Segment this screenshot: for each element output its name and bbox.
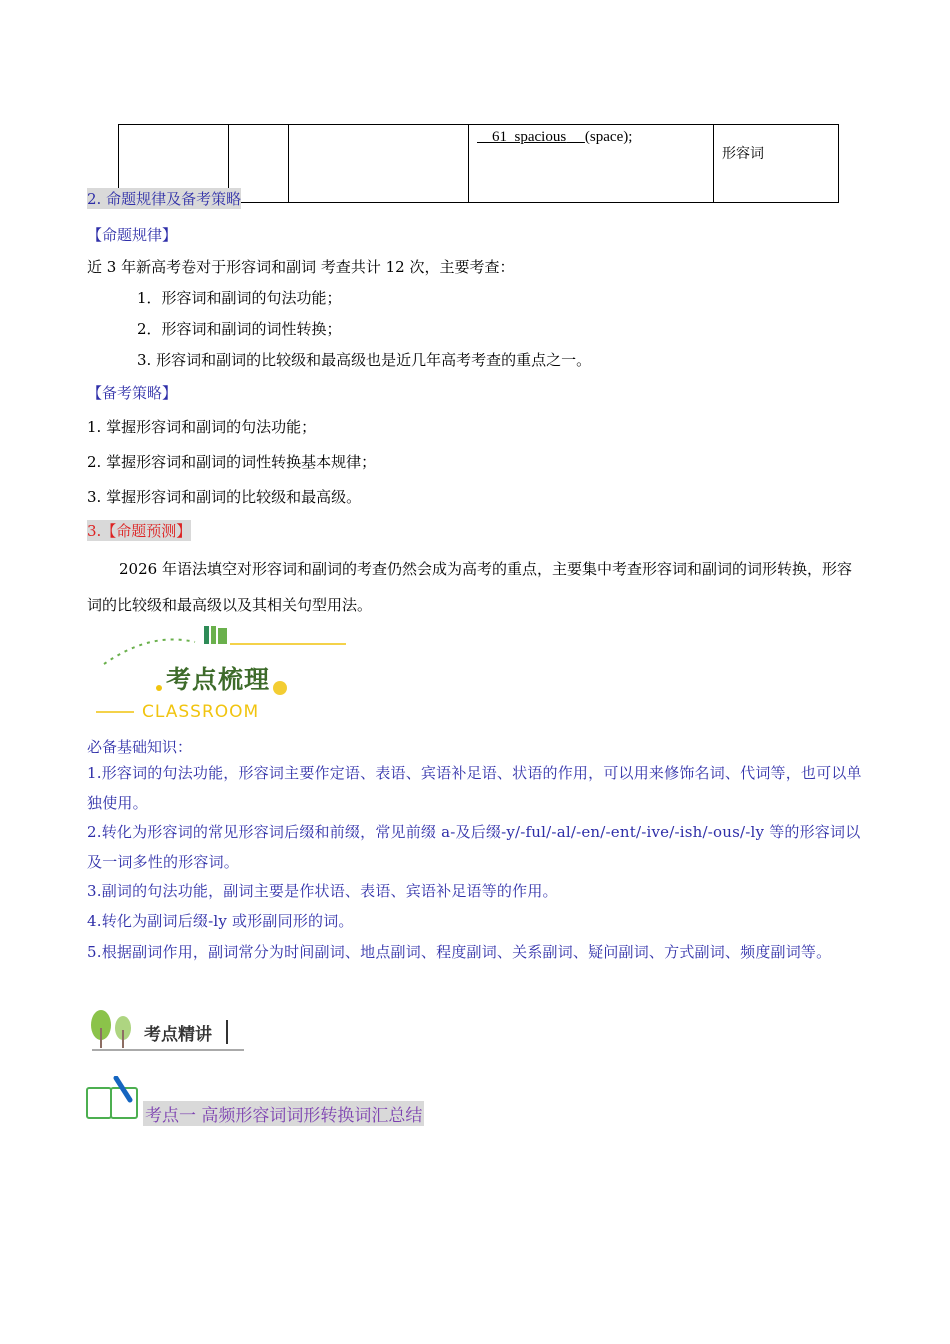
rule-intro: 近 3 年新高考卷对于形容词和副词 考查共计 12 次，主要考查： [87,258,515,276]
knowledge-item: 4.转化为副词后缀-ly 或形副同形的词。 [87,912,354,930]
prediction-paragraph: 2026 年语法填空对形容词和副词的考查仍然会成为高考的重点，主要集中考查形容词和副词的词形转换，形容词的比较级和最高级以及其相关句型用法。 [87,560,852,614]
table-cell [289,125,469,203]
pos-cell: 形容词 [714,125,839,203]
rule-item: 1．形容词和副词的句法功能； [137,289,342,307]
section-2-title: 2. 命题规律及备考策略 [87,190,242,208]
badge-title: 考点精讲 [144,1025,212,1045]
point-one-title: 考点一 高频形容词词形转换词汇总结 [143,1101,424,1126]
banner-title: 考点梳理 [166,665,271,694]
answer-number: 61 [492,129,507,145]
knowledge-item: 2.转化为形容词的常见形容词后缀和前缀，常见前缀 a-及后缀-y/-ful/-al/-en/-ent/-ive/-ish/-ous/-ly 等的形容词以及一词多性的形容词。 [87,823,861,871]
knowledge-item: 5.根据副词作用，副词常分为时间副词、地点副词、程度副词、关系副词、疑问副词、方式副词、频度副词等。 [87,943,832,961]
notebook-pen-icon [86,1076,140,1122]
answer-hint: (space); [584,129,633,145]
banner-subtitle: CLASSROOM [142,702,260,722]
knowledge-item: 1.形容词的句法功能，形容词主要作定语、表语、宾语补足语、状语的作用，可以用来修饰名词、代词等，也可以单独使用。 [87,764,862,812]
key-points-badge [88,1008,248,1054]
knowledge-item: 3.副词的句法功能，副词主要是作状语、表语、宾语补足语等的作用。 [87,882,558,900]
knowledge-header: 必备基础知识： [87,738,193,756]
rule-item: 2．形容词和副词的词性转换； [137,320,342,338]
answer-word: spacious [514,129,567,145]
text-cursor [226,1020,228,1044]
strategy-header: 【备考策略】 [87,384,178,402]
strategy-item: 3. 掌握形容词和副词的比较级和最高级。 [87,488,362,506]
classroom-banner [90,624,360,724]
section-3-title: 3.【命题预测】 [87,522,192,540]
strategy-item: 2. 掌握形容词和副词的词性转换基本规律； [87,453,377,471]
answer-cell [469,125,714,203]
rule-item: 3. 形容词和副词的比较级和最高级也是近几年高考考查的重点之一。 [137,351,592,369]
strategy-item: 1. 掌握形容词和副词的句法功能； [87,418,317,436]
rule-header: 【命题规律】 [87,226,178,244]
